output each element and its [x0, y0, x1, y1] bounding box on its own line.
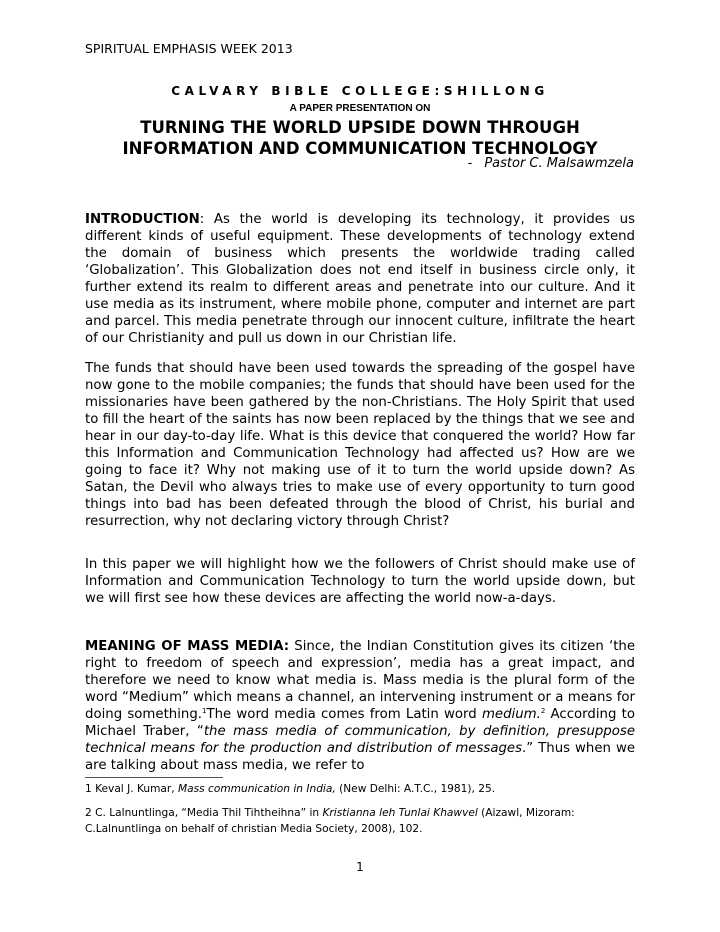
- introduction-heading: INTRODUCTION: [85, 212, 200, 227]
- mass-media-heading: MEANING OF MASS MEDIA:: [85, 639, 290, 654]
- author-name: Pastor C. Malsawmzela: [484, 156, 634, 171]
- footnote-2-lead: 2 C. Lalnuntlinga, “Media Thil Tihtheihna” in: [85, 807, 323, 819]
- footnote-2: [85, 806, 645, 837]
- funds-paragraph: The funds that should have been used towards the spreading of the gospel have now gone to the mobile companies; the funds that should have been used for the missionaries have been gathered by the non-Christians. The Holy Spirit that used to fill the heart of the saints has now been replaced by the things that we see and hear in our day-to-day life. What is this device that conquered the world? How far this Information and Communication Technology had affected us? How are we going to face it? Why not making use of it to turn the world upside down? As Satan, the Devil who always tries to make use of every opportunity to turn good things into bad has been defeated through the blood of Christ, his burial and resurrection, why not declaring victory through Christ?: [85, 361, 635, 529]
- latin-word: medium.: [481, 707, 541, 722]
- college-name: CALVARY BIBLE COLLEGE:SHILLONG: [171, 84, 549, 98]
- footnote-1: [85, 782, 645, 798]
- footnote-ref-2: 2: [540, 707, 546, 715]
- mass-media-text-4: .” Thus when we are talking about mass media, we refer to: [85, 741, 635, 773]
- footnote-2-tail: (Aizawl, Mizoram: C.Lalnuntlinga on behalf of christian Media Society, 2008), 102.: [85, 807, 575, 835]
- footnote-2-title: Kristianna leh Tunlai Khawvel: [322, 807, 478, 819]
- introduction-paragraph: [85, 211, 635, 347]
- running-head: SPIRITUAL EMPHASIS WEEK 2013: [85, 41, 293, 56]
- introduction-text: : As the world is developing its technology, it provides us different kinds of useful equipment. These developments of technology extend the domain of business which presents the worldwide trading called ‘Globalization’. This Globalization does not end itself in business circle only, it further extend its realm to different areas and penetrate into our culture. And it use media as its instrument, where mobile phone, computer and internet are part and parcel. This media penetrate through our innocent culture, infiltrate the heart of our Christianity and pull us down in our Christian life.: [85, 212, 635, 346]
- title-line-2: INFORMATION AND COMMUNICATION TECHNOLOGY: [122, 139, 598, 158]
- mass-media-text-1: Since, the Indian Constitution gives its citizen ‘the right to freedom of speech and expression’, media has a great impact, and therefore we need to know what media is. Mass media is the plural form of the word “Medium” which means a channel, an intervening instrument or a means for doing something.: [85, 639, 636, 722]
- mass-media-text-3: According to Michael Traber, “: [85, 707, 635, 739]
- traber-quote: the mass media of communication, by definition, presuppose technical means for the production and distribution of messages: [85, 724, 635, 756]
- title-line-1: TURNING THE WORLD UPSIDE DOWN THROUGH: [140, 118, 580, 137]
- footnote-divider: [85, 777, 223, 778]
- footnote-ref-1: 1: [202, 707, 207, 715]
- mass-media-text-2: The word media comes from Latin word: [206, 707, 482, 722]
- mass-media-paragraph: [85, 638, 635, 774]
- paper-title: [0, 117, 720, 159]
- footnote-1-lead: 1 Keval J. Kumar,: [85, 783, 179, 795]
- page-number: 1: [356, 860, 364, 874]
- paper-subtitle: A PAPER PRESENTATION ON: [289, 103, 431, 114]
- highlight-paragraph: In this paper we will highlight how we the followers of Christ should make use of Information and Communication Technology to turn the world upside down, but we will first see how these devices are affecting the world now-a-days.: [85, 557, 635, 606]
- footnote-1-tail: (New Delhi: A.T.C., 1981), 25.: [335, 783, 496, 795]
- author-line: [468, 156, 634, 171]
- footnote-1-title: Mass communication in India,: [178, 783, 336, 795]
- author-dash: -: [467, 156, 473, 171]
